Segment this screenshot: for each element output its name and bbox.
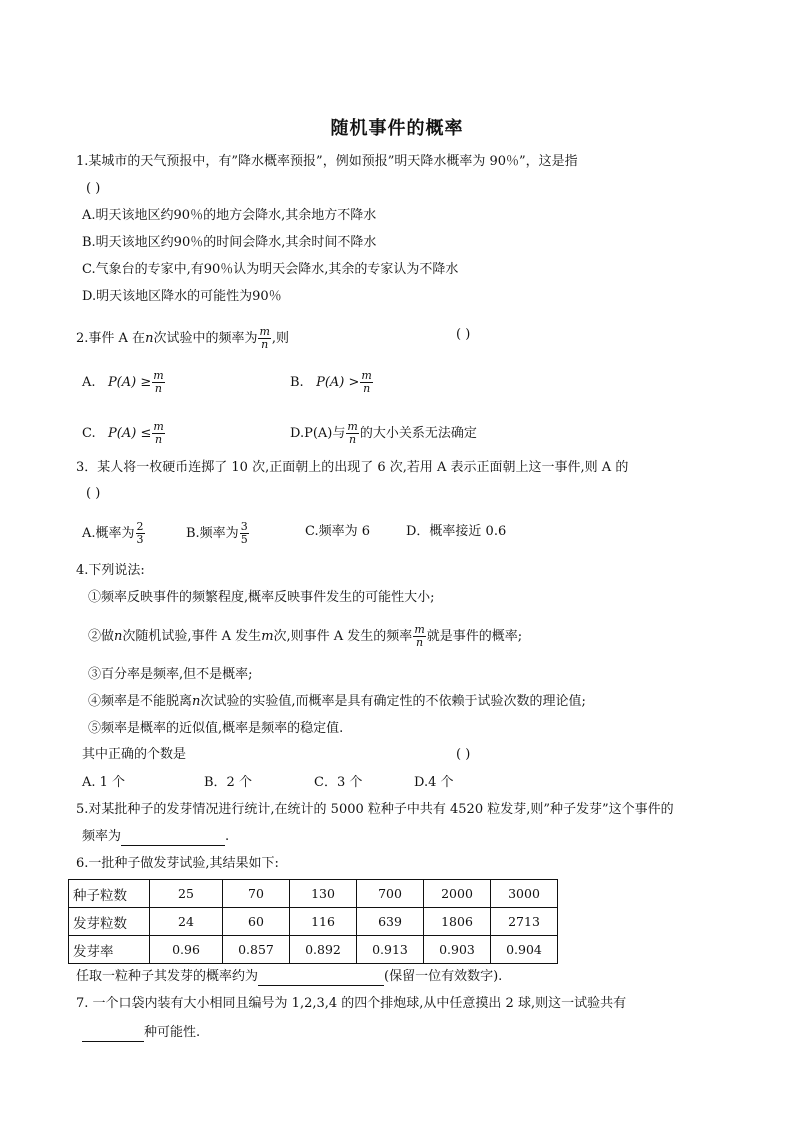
q5-text: . <box>225 829 230 844</box>
q7-text: 种可能性. <box>144 1025 201 1040</box>
fraction-m-over-n <box>413 624 425 649</box>
q4-option-a: A. 1 个 <box>82 775 126 790</box>
q3-option-a <box>82 521 146 546</box>
option-letter: B. <box>290 375 304 390</box>
q2-stem-part: 次试验中的频率为 <box>153 331 258 346</box>
table-row <box>69 908 558 936</box>
var-n: n <box>114 629 123 644</box>
table-cell: 60 <box>223 908 290 936</box>
q6-text: (保留一位有效数字). <box>384 969 503 984</box>
table-cell: 130 <box>290 880 357 908</box>
option-expression: P(A) ≥ <box>107 375 152 390</box>
q4-option-d: D.4 个 <box>414 775 454 790</box>
q7-line2 <box>82 1024 200 1042</box>
option-letter: A. <box>82 375 96 390</box>
fraction-denominator: 5 <box>240 533 248 546</box>
fraction-denominator: n <box>155 433 163 446</box>
table-cell: 3000 <box>491 880 558 908</box>
fraction-denominator: n <box>415 636 424 649</box>
option-text: B.频率为 <box>186 526 239 541</box>
table-cell: 2000 <box>424 880 491 908</box>
q1-option-d: D.明天该地区降水的可能性为90％ <box>82 289 282 304</box>
option-text: 的大小关系无法确定 <box>359 426 477 441</box>
table-cell: 639 <box>357 908 424 936</box>
table-row <box>69 880 558 908</box>
fraction-numerator: m <box>347 420 358 433</box>
fraction-numerator: m <box>361 369 372 382</box>
fraction-numerator: m <box>153 369 164 382</box>
statement-text: ④频率是不能脱离 <box>88 694 193 709</box>
table-cell: 2713 <box>491 908 558 936</box>
q3-option-d: D．概率接近 0.6 <box>406 524 507 539</box>
q4-statement-3: ③百分率是频率,但不是概率; <box>88 667 253 682</box>
statement-text: 次试验的实验值,而概率是具有确定性的不依赖于试验次数的理论值; <box>200 694 586 709</box>
option-text: D.P(A)与 <box>290 426 346 441</box>
fraction-m-over-n <box>346 421 358 446</box>
q1-option-a: A.明天该地区约90％的地方会降水,其余地方不降水 <box>82 208 377 223</box>
option-text: A.概率为 <box>82 526 135 541</box>
q4-statement-2 <box>88 624 522 649</box>
table-cell: 116 <box>290 908 357 936</box>
option-expression: P(A) ≤ <box>108 426 152 441</box>
q6-stem: 6.一批种子做发芽试验,其结果如下: <box>76 856 279 871</box>
fraction-denominator: 3 <box>136 533 144 546</box>
table-cell: 发芽率 <box>69 936 150 964</box>
q1-answer-paren: ( ) <box>86 181 101 196</box>
q2-option-a <box>82 370 166 395</box>
statement-text: 次,则事件 A 发生的频率 <box>273 629 413 644</box>
q2-option-c <box>82 421 166 446</box>
q3-option-c: C.频率为 6 <box>305 524 371 539</box>
fraction-m-over-n <box>152 370 164 395</box>
statement-text: 次随机试验,事件 A 发生 <box>122 629 262 644</box>
q6-answer-blank[interactable] <box>258 971 384 986</box>
q2-option-b <box>290 370 374 395</box>
option-letter: C. <box>82 426 96 441</box>
fraction-denominator: n <box>261 338 269 351</box>
table-cell: 发芽粒数 <box>69 908 150 936</box>
fraction-numerator: 3 <box>240 520 248 533</box>
fraction-denominator: n <box>154 382 163 395</box>
option-expression: P(A) > <box>316 375 360 390</box>
fraction-numerator: 2 <box>136 520 144 533</box>
fraction-three-fifths <box>240 521 249 546</box>
statement-text: 就是事件的概率; <box>426 629 523 644</box>
q2-stem-part: 2.事件 A 在 <box>76 331 146 346</box>
q2-option-d <box>290 421 477 446</box>
q4-stem: 4.下列说法: <box>76 563 145 578</box>
table-cell: 70 <box>223 880 290 908</box>
fraction-two-thirds <box>136 521 145 546</box>
q1-stem: 1.某城市的天气预报中，有”降水概率预报”，例如预报”明天降水概率为 90％”，这是指 <box>76 154 578 169</box>
table-cell: 25 <box>150 880 223 908</box>
q2-answer-paren: ( ) <box>456 327 471 342</box>
fraction-m-over-n <box>152 421 164 446</box>
fraction-numerator: m <box>153 420 164 433</box>
q2-var-n: n <box>145 331 154 346</box>
q4-option-b: B．2 个 <box>204 775 252 790</box>
q5-answer-blank[interactable] <box>121 831 225 846</box>
germination-table <box>68 879 558 964</box>
q2-fraction-m-over-n <box>258 326 270 351</box>
table-cell: 0.913 <box>357 936 424 964</box>
table-cell: 0.857 <box>223 936 290 964</box>
q5-stem: 5.对某批种子的发芽情况进行统计,在统计的 5000 粒种子中共有 4520 粒发芽,则”种子发芽”这个事件的 <box>76 802 674 817</box>
q3-stem: 3．某人将一枚硬币连掷了 10 次,正面朝上的出现了 6 次,若用 A 表示正面朝上这一事件,则 A 的 <box>76 460 629 475</box>
q1-option-b: B.明天该地区约90％的时间会降水,其余时间不降水 <box>82 235 377 250</box>
q1-option-c: C.气象台的专家中,有90％认为明天会降水,其余的专家认为不降水 <box>82 262 459 277</box>
fraction-denominator: n <box>363 382 371 395</box>
q4-question: 其中正确的个数是 <box>82 747 187 762</box>
fraction-numerator: m <box>414 623 425 636</box>
q4-statement-1: ①频率反映事件的频繁程度,概率反映事件发生的可能性大小; <box>88 590 435 605</box>
q4-statement-5: ⑤频率是概率的近似值,概率是频率的稳定值. <box>88 721 344 736</box>
table-cell: 0.96 <box>150 936 223 964</box>
table-cell: 0.892 <box>290 936 357 964</box>
q5-text: 频率为 <box>82 829 122 844</box>
fraction-denominator: n <box>349 433 357 446</box>
fraction-m-over-n <box>360 370 372 395</box>
q4-option-c: C．3 个 <box>314 775 363 790</box>
q4-answer-paren: ( ) <box>456 747 471 762</box>
q7-stem: 7. 一个口袋内装有大小相同且编号为 1,2,3,4 的四个排炮球,从中任意摸出 2 球,则这一试验共有 <box>76 996 627 1011</box>
q2-stem <box>76 326 289 351</box>
var-n: n <box>192 694 201 709</box>
var-m: m <box>261 629 274 644</box>
table-row <box>69 936 558 964</box>
table-cell: 24 <box>150 908 223 936</box>
table-cell: 0.904 <box>491 936 558 964</box>
q3-answer-paren: ( ) <box>86 486 101 501</box>
table-cell: 1806 <box>424 908 491 936</box>
q2-stem-part: ,则 <box>271 331 290 346</box>
q5-line2 <box>82 828 229 846</box>
statement-text: ②做 <box>88 629 115 644</box>
q4-statement-4 <box>88 693 586 711</box>
table-cell: 0.903 <box>424 936 491 964</box>
q3-option-b <box>186 521 250 546</box>
table-cell: 700 <box>357 880 424 908</box>
page-title: 随机事件的概率 <box>330 118 464 139</box>
q7-answer-blank[interactable] <box>82 1027 144 1042</box>
fraction-numerator: m <box>259 325 270 338</box>
table-cell: 种子粒数 <box>69 880 150 908</box>
q6-text: 任取一粒种子其发芽的概率约为 <box>76 969 259 984</box>
q6-question <box>76 968 502 986</box>
